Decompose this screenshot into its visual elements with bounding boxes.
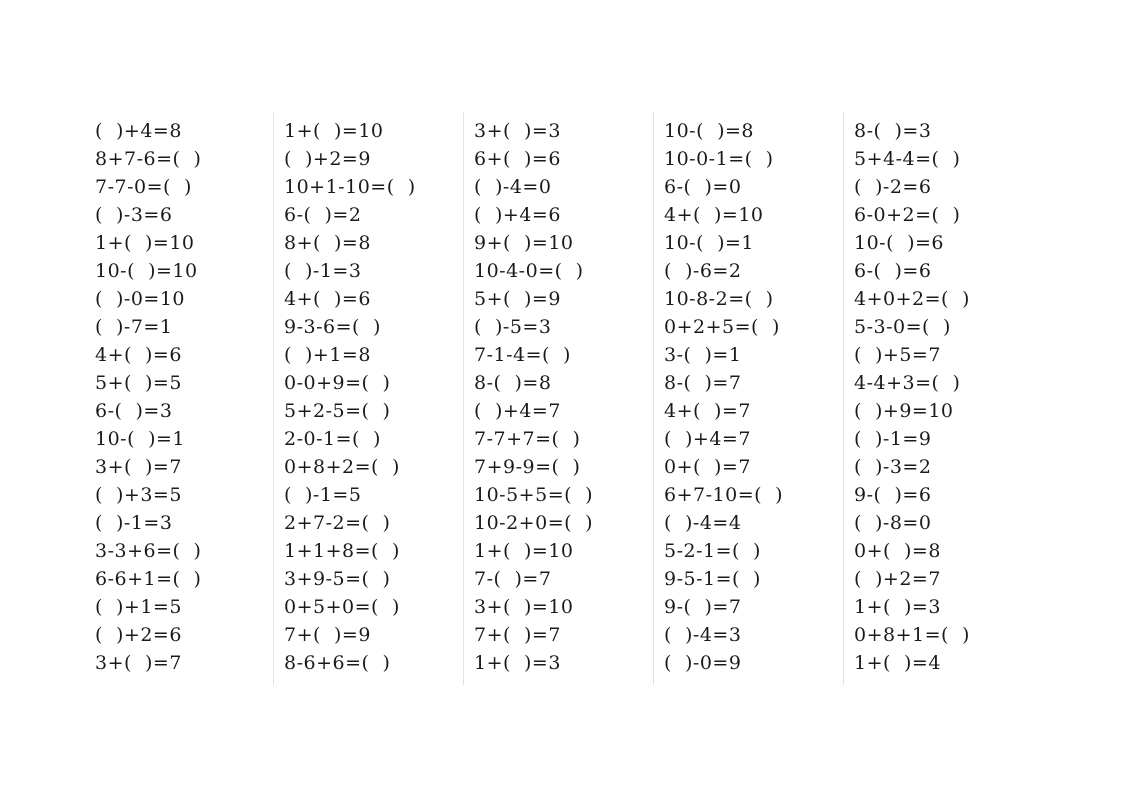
equation-text: 1+( )=3 [854, 596, 941, 618]
equation-row [854, 229, 1033, 257]
equation-row [284, 397, 463, 425]
equation-row [854, 173, 1033, 201]
equation-row [854, 369, 1033, 397]
equation-text: 4-4+3=( ) [854, 372, 961, 394]
equation-row [664, 257, 843, 285]
equation-text: 1+( )=4 [854, 652, 941, 674]
equation-text: 5+4-4=( ) [854, 148, 961, 170]
equation-text: 0+( )=8 [854, 540, 941, 562]
equation-text: 4+( )=10 [664, 204, 764, 226]
equation-row [284, 537, 463, 565]
equation-row [854, 425, 1033, 453]
equation-row [95, 145, 273, 173]
equation-row [95, 313, 273, 341]
equation-row [284, 593, 463, 621]
equation-text: 8+7-6=( ) [95, 148, 202, 170]
equation-text: 6+7-10=( ) [664, 484, 784, 506]
equation-text: 1+1+8=( ) [284, 540, 400, 562]
equation-text: ( )-1=5 [284, 484, 362, 506]
equation-row [284, 509, 463, 537]
worksheet-column [653, 112, 843, 685]
equation-text: 0-0+9=( ) [284, 372, 391, 394]
equation-row [854, 621, 1033, 649]
equation-row [664, 453, 843, 481]
equation-row [95, 229, 273, 257]
equation-text: ( )-0=9 [664, 652, 742, 674]
equation-row [95, 621, 273, 649]
equation-row [474, 369, 653, 397]
equation-row [664, 369, 843, 397]
equation-text: 2-0-1=( ) [284, 428, 381, 450]
equation-text: 0+5+0=( ) [284, 596, 400, 618]
equation-text: ( )+4=8 [95, 120, 182, 142]
equation-text: 7+( )=7 [474, 624, 561, 646]
equation-text: ( )-0=10 [95, 288, 186, 310]
equation-text: ( )-6=2 [664, 260, 742, 282]
equation-text: 7-7+7=( ) [474, 428, 581, 450]
equation-text: 9-5-1=( ) [664, 568, 761, 590]
equation-text: ( )-5=3 [474, 316, 552, 338]
equation-row [664, 285, 843, 313]
worksheet-column [273, 112, 463, 685]
equation-row [664, 593, 843, 621]
equation-row [95, 537, 273, 565]
equation-row [474, 341, 653, 369]
equation-text: 1+( )=10 [474, 540, 574, 562]
equation-text: ( )-4=4 [664, 512, 742, 534]
equation-row [95, 201, 273, 229]
equation-row [284, 173, 463, 201]
equation-text: ( )+2=7 [854, 568, 941, 590]
equation-text: 10-5+5=( ) [474, 484, 594, 506]
equation-row [284, 257, 463, 285]
equation-row [95, 481, 273, 509]
equation-row [854, 453, 1033, 481]
equation-text: 5-3-0=( ) [854, 316, 951, 338]
equation-row [664, 117, 843, 145]
equation-row [284, 621, 463, 649]
equation-text: ( )+2=9 [284, 148, 371, 170]
equation-text: 6+( )=6 [474, 148, 561, 170]
equation-row [854, 565, 1033, 593]
equation-row [854, 313, 1033, 341]
equation-text: 10-8-2=( ) [664, 288, 774, 310]
equation-row [474, 453, 653, 481]
equation-row [474, 509, 653, 537]
equation-row [664, 509, 843, 537]
equation-row [474, 229, 653, 257]
equation-text: 4+0+2=( ) [854, 288, 970, 310]
equation-row [854, 201, 1033, 229]
equation-text: 9-( )=7 [664, 596, 742, 618]
equation-text: 7+9-9=( ) [474, 456, 581, 478]
equation-row [284, 117, 463, 145]
equation-text: 3+9-5=( ) [284, 568, 391, 590]
equation-row [854, 649, 1033, 677]
equation-text: ( )-1=9 [854, 428, 932, 450]
equation-row [474, 593, 653, 621]
equation-text: ( )+3=5 [95, 484, 182, 506]
equation-text: ( )-4=3 [664, 624, 742, 646]
equation-text: ( )+5=7 [854, 344, 941, 366]
worksheet-column [84, 112, 273, 685]
equation-text: 0+8+2=( ) [284, 456, 400, 478]
equation-row [284, 285, 463, 313]
equation-row [474, 145, 653, 173]
equation-text: 10-( )=6 [854, 232, 945, 254]
equation-row [95, 397, 273, 425]
equation-text: 5+2-5=( ) [284, 400, 391, 422]
equation-row [95, 649, 273, 677]
equation-text: 10-( )=1 [95, 428, 186, 450]
equation-row [474, 201, 653, 229]
equation-text: ( )-2=6 [854, 176, 932, 198]
equation-row [854, 397, 1033, 425]
equation-text: 2+7-2=( ) [284, 512, 391, 534]
equation-row [95, 117, 273, 145]
equation-row [284, 201, 463, 229]
equation-text: 10-0-1=( ) [664, 148, 774, 170]
equation-text: ( )+2=6 [95, 624, 182, 646]
equation-row [95, 173, 273, 201]
equation-row [664, 425, 843, 453]
equation-text: 7-( )=7 [474, 568, 552, 590]
equation-text: 10-2+0=( ) [474, 512, 594, 534]
equation-row [664, 537, 843, 565]
equation-text: 0+( )=7 [664, 456, 751, 478]
equation-text: 4+( )=7 [664, 400, 751, 422]
equation-text: 10+1-10=( ) [284, 176, 416, 198]
equation-text: 10-( )=8 [664, 120, 755, 142]
equation-text: 6-( )=0 [664, 176, 742, 198]
equation-text: ( )-1=3 [95, 512, 173, 534]
equation-text: ( )-1=3 [284, 260, 362, 282]
equation-text: 1+( )=10 [95, 232, 195, 254]
equation-row [854, 509, 1033, 537]
equation-text: ( )-3=6 [95, 204, 173, 226]
equation-row [95, 285, 273, 313]
equation-row [474, 425, 653, 453]
equation-row [474, 285, 653, 313]
equation-row [284, 229, 463, 257]
equation-text: 10-( )=1 [664, 232, 755, 254]
equation-text: 6-( )=3 [95, 400, 173, 422]
equation-row [854, 341, 1033, 369]
equation-row [474, 117, 653, 145]
equation-text: 10-4-0=( ) [474, 260, 584, 282]
equation-text: 9+( )=10 [474, 232, 574, 254]
equation-row [854, 593, 1033, 621]
equation-text: ( )+1=8 [284, 344, 371, 366]
equation-text: 3+( )=7 [95, 652, 182, 674]
equation-row [95, 593, 273, 621]
equation-row [474, 621, 653, 649]
equation-text: 8-( )=8 [474, 372, 552, 394]
equation-text: 7-1-4=( ) [474, 344, 571, 366]
equation-row [474, 397, 653, 425]
equation-row [95, 341, 273, 369]
equation-text: 4+( )=6 [95, 344, 182, 366]
equation-row [854, 285, 1033, 313]
equation-text: ( )+4=7 [474, 400, 561, 422]
equation-text: 6-0+2=( ) [854, 204, 961, 226]
equation-row [95, 257, 273, 285]
worksheet-columns [84, 112, 1033, 685]
equation-text: 10-( )=10 [95, 260, 198, 282]
equation-text: 3+( )=3 [474, 120, 561, 142]
equation-text: 8-6+6=( ) [284, 652, 391, 674]
equation-text: 7-7-0=( ) [95, 176, 192, 198]
equation-text: 5+( )=5 [95, 372, 182, 394]
equation-text: ( )+4=6 [474, 204, 561, 226]
equation-row [284, 369, 463, 397]
equation-row [284, 649, 463, 677]
equation-text: 1+( )=3 [474, 652, 561, 674]
equation-text: 3-( )=1 [664, 344, 742, 366]
equation-text: 6-( )=6 [854, 260, 932, 282]
equation-text: 8-( )=3 [854, 120, 932, 142]
equation-text: 6-6+1=( ) [95, 568, 202, 590]
equation-text: ( )+1=5 [95, 596, 182, 618]
equation-row [854, 117, 1033, 145]
equation-row [854, 145, 1033, 173]
equation-row [95, 425, 273, 453]
equation-row [664, 481, 843, 509]
equation-text: 0+2+5=( ) [664, 316, 780, 338]
equation-row [664, 341, 843, 369]
equation-row [664, 397, 843, 425]
equation-row [284, 313, 463, 341]
equation-text: ( )-7=1 [95, 316, 173, 338]
equation-row [95, 369, 273, 397]
worksheet-column [463, 112, 653, 685]
equation-row [854, 537, 1033, 565]
equation-text: 8-( )=7 [664, 372, 742, 394]
equation-row [854, 257, 1033, 285]
equation-row [474, 257, 653, 285]
equation-row [854, 481, 1033, 509]
equation-row [284, 341, 463, 369]
equation-row [474, 649, 653, 677]
equation-text: 3+( )=10 [474, 596, 574, 618]
equation-text: 5+( )=9 [474, 288, 561, 310]
equation-text: ( )-8=0 [854, 512, 932, 534]
equation-row [474, 313, 653, 341]
equation-row [284, 145, 463, 173]
equation-row [284, 425, 463, 453]
equation-row [664, 145, 843, 173]
equation-text: 0+8+1=( ) [854, 624, 970, 646]
equation-text: 3-3+6=( ) [95, 540, 202, 562]
equation-text: 6-( )=2 [284, 204, 362, 226]
equation-row [664, 173, 843, 201]
equation-text: 5-2-1=( ) [664, 540, 761, 562]
equation-row [284, 565, 463, 593]
equation-text: ( )-3=2 [854, 456, 932, 478]
equation-text: 9-( )=6 [854, 484, 932, 506]
equation-text: 4+( )=6 [284, 288, 371, 310]
equation-text: 3+( )=7 [95, 456, 182, 478]
equation-row [284, 453, 463, 481]
equation-row [474, 537, 653, 565]
equation-row [95, 453, 273, 481]
equation-row [664, 229, 843, 257]
equation-row [664, 565, 843, 593]
equation-text: ( )+9=10 [854, 400, 954, 422]
worksheet-column [843, 112, 1033, 685]
equation-row [95, 509, 273, 537]
equation-text: ( )+4=7 [664, 428, 751, 450]
equation-row [474, 565, 653, 593]
equation-row [95, 565, 273, 593]
equation-row [284, 481, 463, 509]
equation-row [664, 649, 843, 677]
equation-row [664, 621, 843, 649]
equation-row [664, 201, 843, 229]
equation-row [474, 481, 653, 509]
equation-text: ( )-4=0 [474, 176, 552, 198]
equation-row [664, 313, 843, 341]
equation-row [474, 173, 653, 201]
equation-text: 9-3-6=( ) [284, 316, 381, 338]
equation-text: 8+( )=8 [284, 232, 371, 254]
equation-text: 1+( )=10 [284, 120, 384, 142]
equation-text: 7+( )=9 [284, 624, 371, 646]
